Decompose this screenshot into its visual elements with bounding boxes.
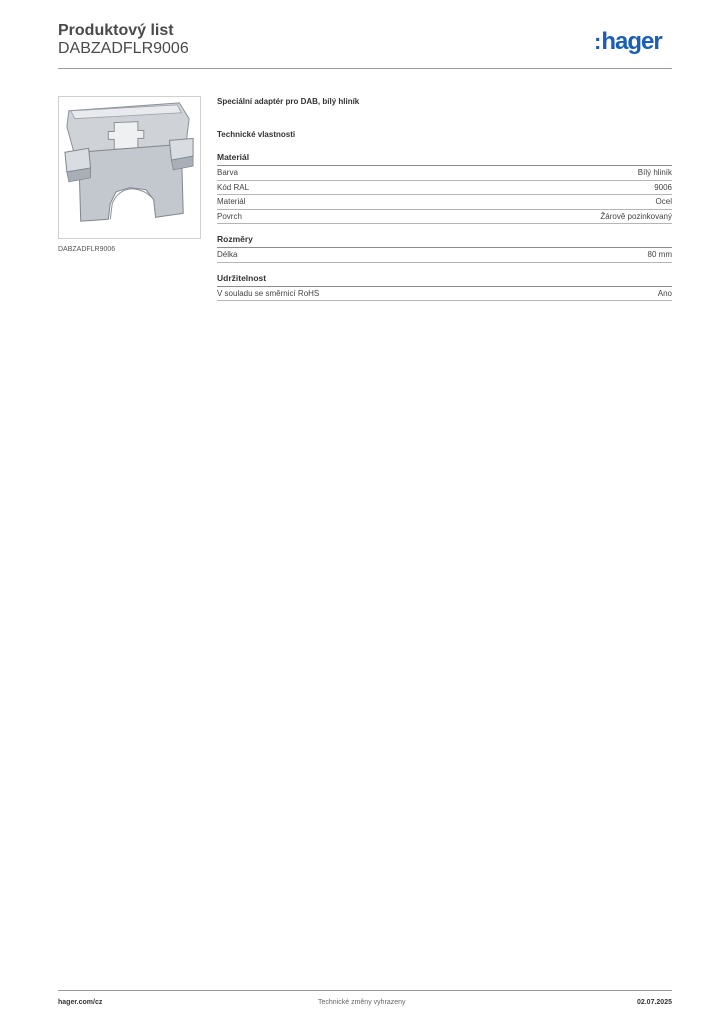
header-divider xyxy=(58,68,672,69)
footer-divider xyxy=(58,990,672,991)
section-title: Rozměry xyxy=(217,234,672,248)
spec-row xyxy=(217,210,672,225)
spec-label: Povrch xyxy=(217,211,242,221)
section-dimensions xyxy=(217,234,672,263)
page-title: Produktový list xyxy=(58,22,174,39)
section-material xyxy=(217,152,672,224)
footer-website-link[interactable]: hager.com/cz xyxy=(58,999,103,1006)
spec-row xyxy=(217,166,672,181)
product-code: DABZADFLR9006 xyxy=(58,40,189,57)
spec-value: Bílý hliník xyxy=(637,168,672,177)
spec-label: V souladu se směrnicí RoHS xyxy=(217,288,320,298)
footer-date: 02.07.2025 xyxy=(636,999,672,1006)
spec-value: 80 mm xyxy=(647,250,672,259)
logo-text: hager xyxy=(601,28,662,55)
product-image xyxy=(58,96,201,239)
spec-label: Délka xyxy=(217,250,238,259)
spec-row xyxy=(217,248,672,263)
spec-content xyxy=(217,97,672,311)
adapter-illustration xyxy=(59,97,200,238)
spec-label: Kód RAL xyxy=(217,182,250,192)
spec-value: Žárově pozinkovaný xyxy=(600,211,672,221)
section-title: Materiál xyxy=(217,152,672,166)
spec-value: Ocel xyxy=(655,197,672,206)
section-title: Udržitelnost xyxy=(217,273,672,287)
hager-logo: :hager xyxy=(594,28,662,55)
spec-value: Ano xyxy=(657,288,672,298)
footer-note: Technické změny vyhrazeny xyxy=(318,999,406,1006)
image-caption: DABZADFLR9006 xyxy=(58,246,116,253)
spec-label: Barva xyxy=(217,168,238,177)
spec-value: 9006 xyxy=(654,182,672,192)
spec-row xyxy=(217,195,672,210)
product-description: Speciální adaptér pro DAB, bílý hliník xyxy=(217,97,360,106)
spec-label: Materiál xyxy=(217,197,246,206)
tech-properties-heading: Technické vlastnosti xyxy=(217,130,296,139)
section-sustainability xyxy=(217,273,672,302)
spec-row xyxy=(217,181,672,196)
spec-row xyxy=(217,287,672,302)
